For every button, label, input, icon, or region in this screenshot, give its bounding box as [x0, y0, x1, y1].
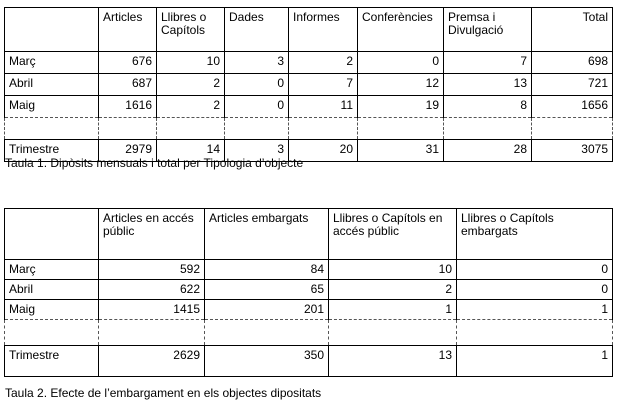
month-cell: Març — [5, 52, 99, 74]
empty-cell — [5, 118, 99, 140]
spacer-row — [5, 320, 613, 346]
table-row — [5, 96, 613, 118]
value-cell: 11 — [289, 96, 358, 118]
value-cell: 19 — [358, 96, 444, 118]
value-cell: 10 — [329, 260, 457, 280]
total-cell: 3075 — [532, 140, 613, 162]
value-cell: 0 — [225, 96, 289, 118]
header-cell: Premsa i Divulgació — [444, 8, 532, 52]
value-cell: 2 — [329, 280, 457, 300]
table-caption: Taula 2. Efecte de l’embargament en els objectes dipositats — [5, 386, 322, 400]
header-row — [5, 209, 613, 260]
header-cell: Llibres o Capítols embargats — [457, 209, 613, 260]
value-cell: 698 — [532, 52, 613, 74]
total-cell: 1 — [457, 346, 613, 377]
empty-cell — [457, 320, 613, 346]
embargo-table — [4, 208, 613, 377]
empty-cell — [225, 118, 289, 140]
total-cell: 2979 — [99, 140, 157, 162]
total-cell: 28 — [444, 140, 532, 162]
total-row — [5, 346, 613, 377]
table-row — [5, 52, 613, 74]
month-cell: Maig — [5, 300, 99, 320]
header-cell — [5, 209, 99, 260]
value-cell: 0 — [225, 74, 289, 96]
value-cell: 2 — [157, 96, 225, 118]
value-cell: 676 — [99, 52, 157, 74]
total-cell: 2629 — [99, 346, 205, 377]
header-cell: Llibres o Capítols — [157, 8, 225, 52]
value-cell: 622 — [99, 280, 205, 300]
empty-cell — [157, 118, 225, 140]
value-cell: 7 — [444, 52, 532, 74]
total-cell: 3 — [225, 140, 289, 162]
month-cell: Març — [5, 260, 99, 280]
value-cell: 1656 — [532, 96, 613, 118]
value-cell: 65 — [205, 280, 329, 300]
table-row — [5, 74, 613, 96]
value-cell: 1 — [329, 300, 457, 320]
value-cell: 3 — [225, 52, 289, 74]
value-cell: 1415 — [99, 300, 205, 320]
value-cell: 687 — [99, 74, 157, 96]
header-cell: Total — [532, 8, 613, 52]
value-cell: 721 — [532, 74, 613, 96]
month-cell: Abril — [5, 74, 99, 96]
total-cell: 20 — [289, 140, 358, 162]
deposits-table — [4, 7, 613, 162]
value-cell: 0 — [457, 280, 613, 300]
value-cell: 8 — [444, 96, 532, 118]
total-label-cell: Trimestre — [5, 346, 99, 377]
table-row — [5, 280, 613, 300]
table-row — [5, 260, 613, 280]
table-row — [5, 300, 613, 320]
empty-cell — [99, 320, 205, 346]
header-cell: Conferències — [358, 8, 444, 52]
empty-cell — [444, 118, 532, 140]
value-cell: 84 — [205, 260, 329, 280]
month-cell: Abril — [5, 280, 99, 300]
value-cell: 0 — [358, 52, 444, 74]
value-cell: 201 — [205, 300, 329, 320]
value-cell: 0 — [457, 260, 613, 280]
empty-cell — [5, 320, 99, 346]
value-cell: 13 — [444, 74, 532, 96]
empty-cell — [358, 118, 444, 140]
value-cell: 12 — [358, 74, 444, 96]
empty-cell — [205, 320, 329, 346]
value-cell: 2 — [289, 52, 358, 74]
value-cell: 7 — [289, 74, 358, 96]
table-caption: Taula 1. Dipòsits mensuals i total per Tipologia d’objecte — [5, 156, 304, 170]
empty-cell — [289, 118, 358, 140]
total-cell: 14 — [157, 140, 225, 162]
value-cell: 2 — [157, 74, 225, 96]
header-cell: Articles embargats — [205, 209, 329, 260]
value-cell: 1616 — [99, 96, 157, 118]
empty-cell — [99, 118, 157, 140]
header-cell: Llibres o Capítols en accés públic — [329, 209, 457, 260]
header-cell: Articles en accés públic — [99, 209, 205, 260]
spacer-row — [5, 118, 613, 140]
total-label-cell: Trimestre — [5, 140, 99, 162]
total-cell: 31 — [358, 140, 444, 162]
empty-cell — [329, 320, 457, 346]
value-cell: 1 — [457, 300, 613, 320]
value-cell: 592 — [99, 260, 205, 280]
header-row — [5, 8, 613, 52]
header-cell: Dades — [225, 8, 289, 52]
empty-cell — [532, 118, 613, 140]
header-cell: Articles — [99, 8, 157, 52]
value-cell: 10 — [157, 52, 225, 74]
header-cell: Informes — [289, 8, 358, 52]
total-cell: 13 — [329, 346, 457, 377]
month-cell: Maig — [5, 96, 99, 118]
header-cell — [5, 8, 99, 52]
total-cell: 350 — [205, 346, 329, 377]
